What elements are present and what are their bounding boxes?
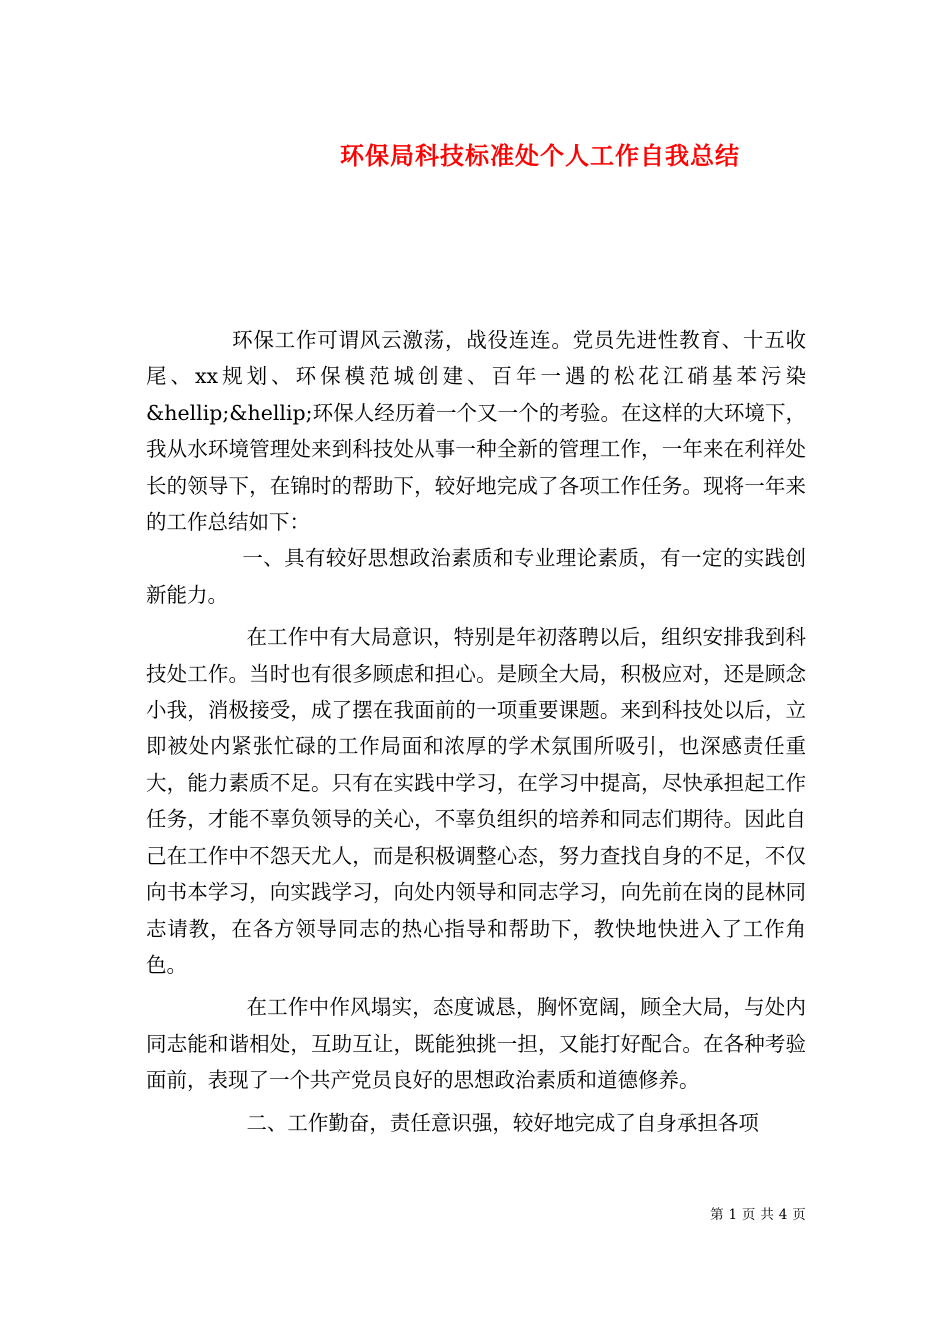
document-title: 环保局科技标准处个人工作自我总结: [340, 141, 740, 170]
paragraph-big-picture: 在工作中有大局意识，特别是年初落聘以后，组织安排我到科技处工作。当时也有很多顾虑和担心。是顾全大局，积极应对，还是顾念小我，消极接受，成了摆在我面前的一项重要课题。来到科技处以后，立即被处内紧张忙碌的工作局面和浓厚的学术氛围所吸引，也深感责任重大，能力素质不足。只有在实践中学习，在学习中提高，尽快承担起工作任务，才能不辜负领导的关心，不辜负组织的培养和同志们期待。因此自己在工作中不怨天尤人，而是积极调整心态，努力查找自身的不足，不仅向书本学习，向实践学习，向处内领导和同志学习，向先前在岗的昆林同志请教，在各方领导同志的热心指导和帮助下，教快地快进入了工作角色。: [146, 625, 806, 977]
paragraph-work-style: 在工作中作风塌实，态度诚恳，胸怀宽阔，顾全大局，与处内同志能和谐相处，互助互让，既能独挑一担，又能打好配合。在各种考验面前，表现了一个共产党员良好的思想政治素质和道德修养。: [146, 995, 806, 1093]
paragraph-section-two-heading: 二、工作勤奋，责任意识强，较好地完成了自身承担各项: [246, 1110, 759, 1135]
page-number-footer: 第 1 页 共 4 页: [710, 1207, 806, 1223]
paragraph-intro: 环保工作可谓风云激荡，战役连连。党员先进性教育、十五收尾、xx规划、环保模范城创建、百年一遇的松花江硝基苯污染&hellip;&hellip;环保人经历着一个又一个的考验。在这样的大环境下，我从水环境管理处来到科技处从事一种全新的管理工作，一年来在利祥处长的领导下，在锦时的帮助下，较好地完成了各项工作任务。现将一年来的工作总结如下：: [146, 328, 806, 535]
paragraph-section-one-heading: 一、具有较好思想政治素质和专业理论素质，有一定的实践创新能力。: [146, 546, 806, 607]
document-body: [146, 322, 806, 1141]
